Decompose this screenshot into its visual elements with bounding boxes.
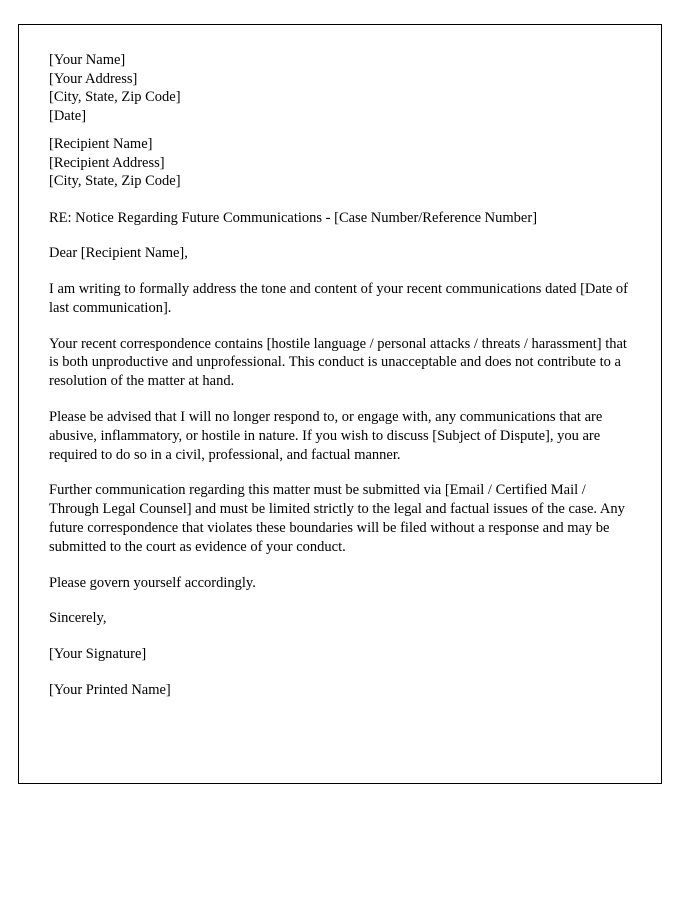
address-spacer (49, 125, 631, 135)
recipient-name: [Recipient Name] (49, 136, 153, 152)
letter-page (18, 24, 662, 784)
body-paragraph-4: Further communication regarding this matter must be submitted via [Email / Certified Mail / Through Legal Counsel] and must be limited strictly to the legal and factual issues of the case. Any future correspondence that violates these boundaries will be filed without a response and may be submitted to the court as evidence of your conduct. (49, 482, 625, 555)
signature-placeholder: [Your Signature] (49, 646, 147, 663)
printed-name-placeholder: [Your Printed Name] (49, 682, 171, 699)
letter-date: [Date] (49, 107, 87, 124)
sender-address-block (49, 51, 631, 125)
body-paragraph-5: Please govern yourself accordingly. (49, 574, 256, 591)
sender-city-state-zip: [City, State, Zip Code] (49, 89, 181, 105)
subject-line: RE: Notice Regarding Future Communications - [Case Number/Reference Number] (49, 209, 538, 226)
body-paragraph-2: Your recent correspondence contains [hostile language / personal attacks / threats / harassment] that is both unproductive and unprofessional. This conduct is unacceptable and does not contribute to a resolution of the matter at hand. (49, 335, 627, 390)
closing: Sincerely, (49, 610, 107, 627)
recipient-address-block (49, 135, 631, 191)
letter-content (19, 25, 661, 700)
sender-name: [Your Name] (49, 52, 126, 68)
salutation: Dear [Recipient Name], (49, 245, 188, 262)
body-paragraph-1: I am writing to formally address the tone and content of your recent communications dated [Date of last communication]. (49, 281, 629, 316)
body-paragraph-3: Please be advised that I will no longer respond to, or engage with, any communications that are abusive, inflammatory, or hostile in nature. If you wish to discuss [Subject of Dispute], you are required to do so in a civil, professional, and factual manner. (49, 409, 603, 463)
sender-street: [Your Address] (49, 70, 138, 87)
recipient-city-state-zip: [City, State, Zip Code] (49, 173, 181, 189)
recipient-street: [Recipient Address] (49, 154, 165, 171)
